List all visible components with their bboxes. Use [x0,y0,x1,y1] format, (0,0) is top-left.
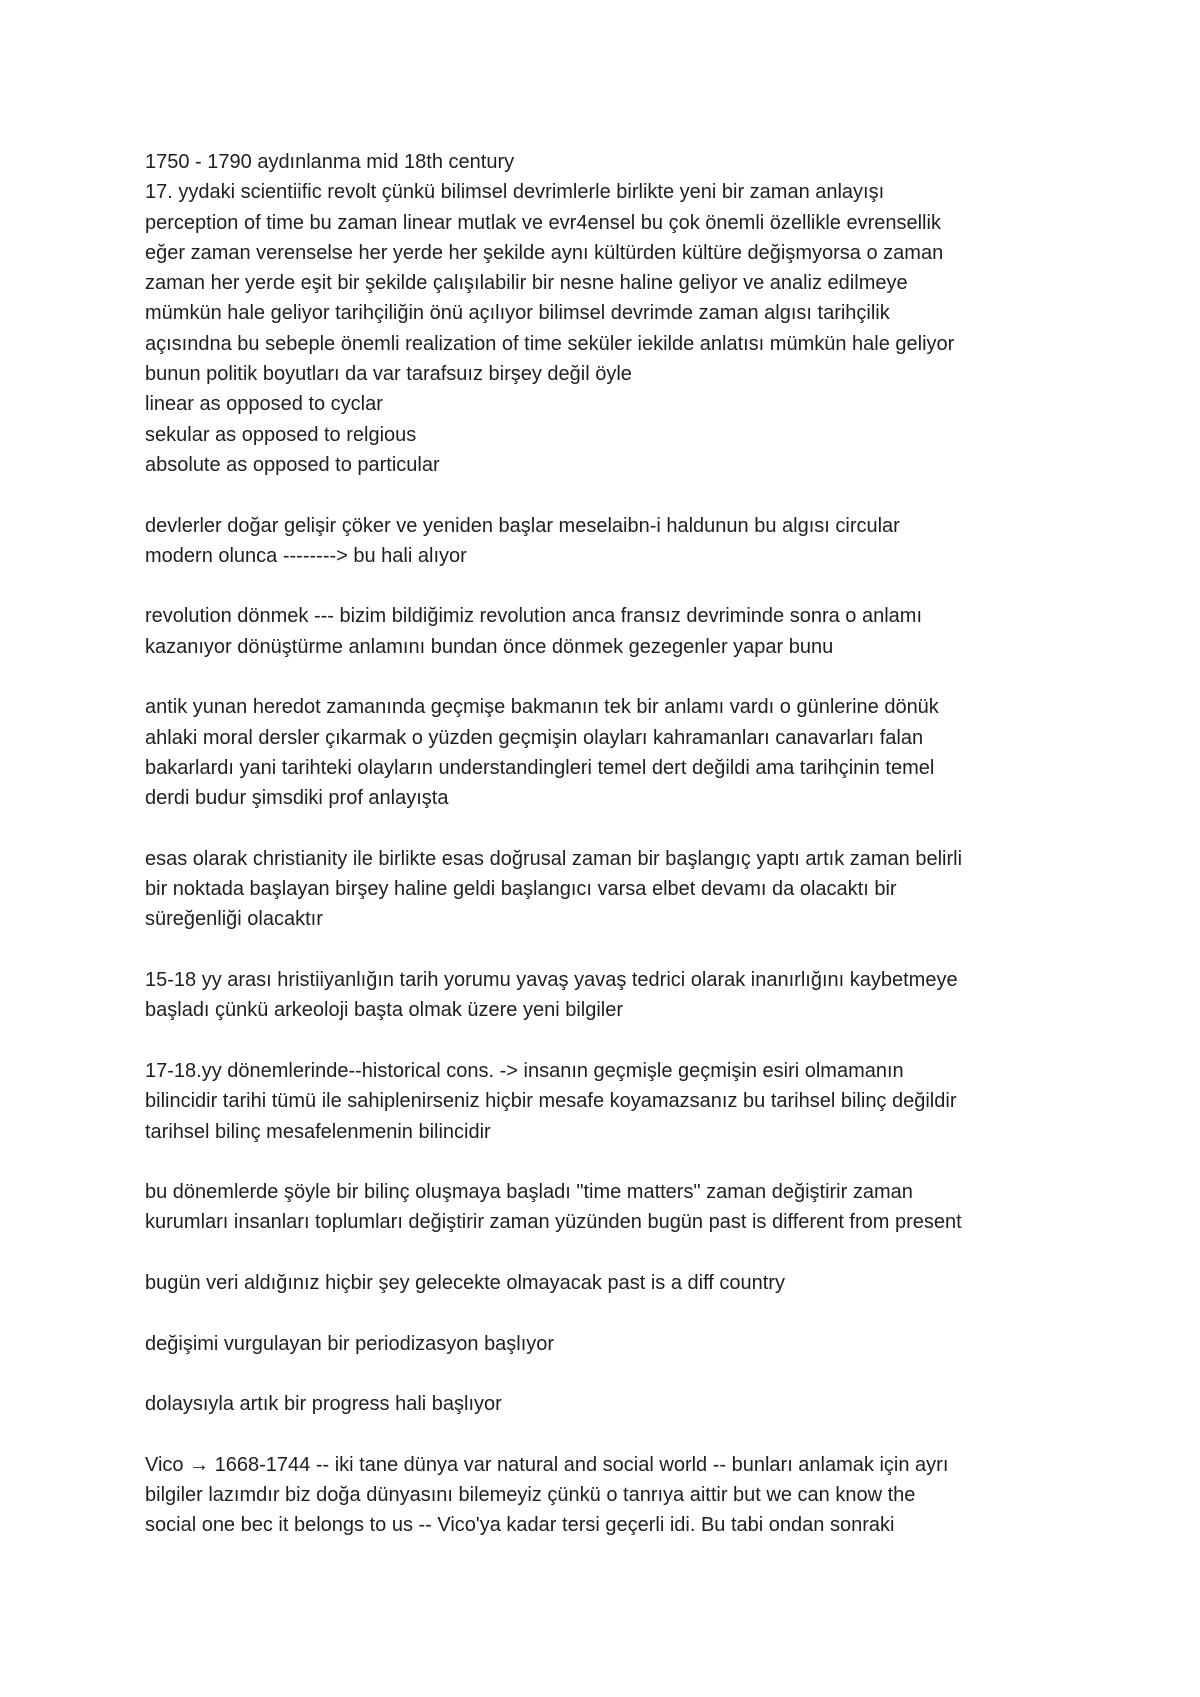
text-line: derdi budur şimsdiki prof anlayışta [145,787,449,810]
text-line: bunun politik boyutları da var tarafsuız birşey değil öyle [145,363,632,386]
text-line: Vico → 1668-1744 -- iki tane dünya var natural and social world -- bunları anlamak için ayrı [145,1453,949,1476]
text-line: değişimi vurgulayan bir periodizasyon başlıyor [145,1332,555,1355]
text-line: bakarlardı yani tarihteki olayların understandingleri temel dert değildi ama tarihçinin temel [145,756,935,779]
text-line: modern olunca --------> bu hali alıyor [145,544,467,567]
text-line: absolute as opposed to particular [145,453,440,476]
paragraph [145,844,1075,935]
document-body [145,147,1075,1571]
text-line: zaman her yerde eşit bir şekilde çalışılabilir bir nesne haline geliyor ve analiz edilmeye [145,272,908,295]
text-line: eğer zaman verenselse her yerde her şekilde aynı kültürden kültüre değişmyorsa o zaman [145,241,944,264]
text-line: sekular as opposed to relgious [145,423,417,446]
text-line: bugün veri aldığınız hiçbir şey gelecekte olmayacak past is a diff country [145,1271,785,1294]
text-line: 17-18.yy dönemlerinde--historical cons. -> insanın geçmişle geçmişin esiri olmamanın [145,1059,904,1082]
paragraph [145,1450,1075,1541]
paragraph [145,1177,1075,1238]
text-line: başladı çünkü arkeoloji başta olmak üzere yeni bilgiler [145,999,624,1022]
text-line: bilincidir tarihi tümü ile sahiplenirseniz hiçbir mesafe koyamazsanız bu tarihsel bilinç değildir [145,1090,957,1113]
text-line: ahlaki moral dersler çıkarmak o yüzden geçmişin olayları kahramanları canavarları falan [145,726,924,749]
text-line: antik yunan heredot zamanında geçmişe bakmanın tek bir anlamı vardı o günlerine dönük [145,696,939,719]
paragraph [145,1329,1075,1359]
text-line: 15-18 yy arası hristiiyanlığın tarih yorumu yavaş yavaş tedrici olarak inanırlığını kaybetmeye [145,969,958,992]
text-line: bir noktada başlayan birşey haline geldi başlangıcı varsa elbet devamı da olacaktı bir [145,878,897,901]
paragraph [145,601,1075,662]
text-line: 1750 - 1790 aydınlanma mid 18th century [145,151,515,173]
paragraph [145,1389,1075,1419]
text-line: bilgiler lazımdır biz doğa dünyasını bilemeyiz çünkü o tanrıya aittir but we can know the [145,1484,916,1507]
text-line: süreğenliği olacaktır [145,908,323,931]
paragraph [145,1268,1075,1298]
text-line: bu dönemlerde şöyle bir bilinç oluşmaya başladı "time matters" zaman değiştirir zaman [145,1181,913,1204]
text-line: kurumları insanları toplumları değiştirir zaman yüzünden bugün past is different from present [145,1211,962,1234]
text-line: social one bec it belongs to us -- Vico'ya kadar tersi geçerli idi. Bu tabi ondan sonraki [145,1514,895,1537]
text-line: revolution dönmek --- bizim bildiğimiz revolution anca fransız devriminde sonra o anlamı [145,605,923,628]
text-line: tarihsel bilinç mesafelenmenin bilincidir [145,1120,491,1143]
text-line: 17. yydaki scientiific revolt çünkü bilimsel devrimlerle birlikte yeni bir zaman anlayışı [145,181,885,204]
text-line: devlerler doğar gelişir çöker ve yeniden başlar meselaibn-i haldunun bu algısı circular [145,514,900,537]
paragraph [145,1056,1075,1147]
text-line: dolaysıyla artık bir progress hali başlıyor [145,1393,502,1416]
text-line: mümkün hale geliyor tarihçiliğin önü açılıyor bilimsel devrimde zaman algısı tarihçilik [145,302,890,325]
text-line: perception of time bu zaman linear mutlak ve evr4ensel bu çok önemli özellikle evrensellik [145,211,941,234]
text-line: açısındna bu sebeple önemli realization of time seküler iekilde anlatısı mümkün hale geliyor [145,332,955,355]
text-line: linear as opposed to cyclar [145,393,383,416]
text-line: esas olarak christianity ile birlikte esas doğrusal zaman bir başlangıç yaptı artık zaman belirli [145,847,963,870]
paragraph [145,965,1075,1026]
paragraph [145,147,1075,480]
text-line: kazanıyor dönüştürme anlamını bundan önce dönmek gezegenler yapar bunu [145,635,834,658]
paragraph [145,692,1075,813]
paragraph [145,511,1075,572]
